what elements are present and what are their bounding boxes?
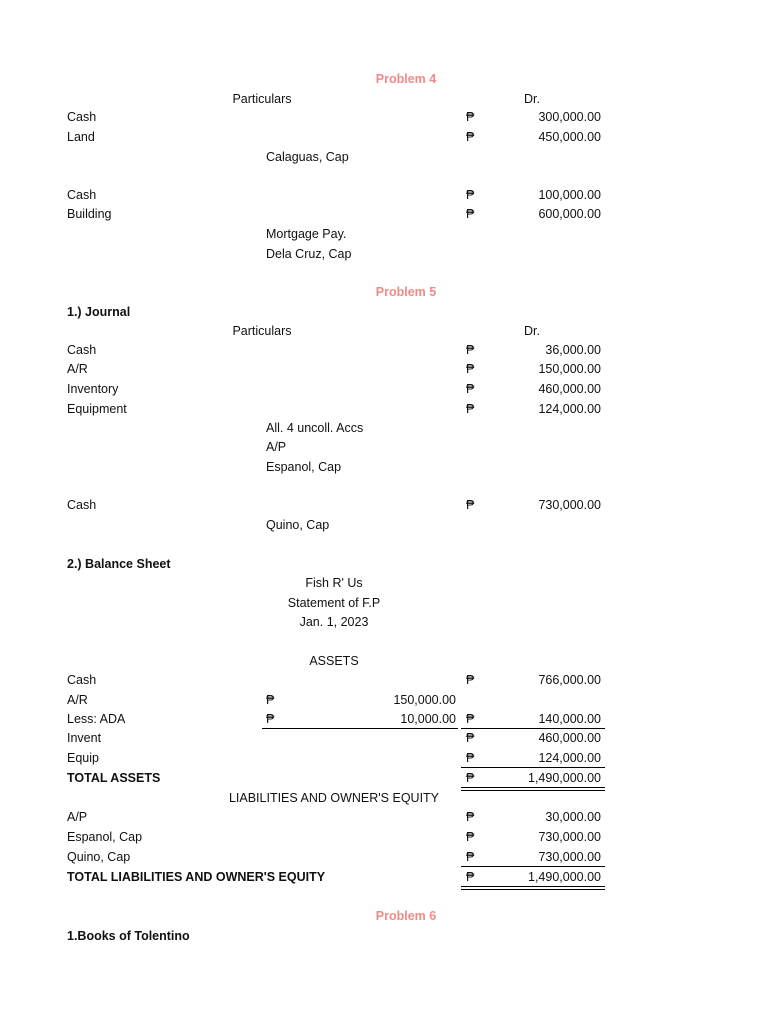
liabilities-heading: LIABILITIES AND OWNER'S EQUITY (228, 791, 440, 805)
liability-label: Espanol, Cap (67, 830, 143, 844)
total-double-underline (461, 886, 605, 890)
credit-account-label: Espanol, Cap (266, 460, 342, 474)
debit-header: Dr. (524, 92, 540, 106)
liability-amount: 730,000.00 (538, 830, 601, 844)
total-underline (461, 767, 605, 768)
problem-4-title: Problem 4 (375, 72, 437, 86)
total-double-underline (461, 787, 605, 791)
liability-amount: 730,000.00 (538, 850, 601, 864)
particulars-header: Particulars (232, 324, 292, 338)
peso-sign: ₱ (266, 712, 275, 726)
peso-sign: ₱ (466, 751, 475, 765)
subtotal-underline (262, 728, 458, 729)
asset-subamount: 150,000.00 (393, 693, 456, 707)
total-liabilities-label: TOTAL LIABILITIES AND OWNER'S EQUITY (67, 870, 326, 884)
debit-header: Dr. (524, 324, 540, 338)
peso-sign: ₱ (466, 343, 475, 357)
credit-account-label: A/P (266, 440, 287, 454)
peso-sign: ₱ (466, 207, 475, 221)
asset-amount: 124,000.00 (538, 751, 601, 765)
credit-account-label: Dela Cruz, Cap (266, 247, 352, 261)
problem-5-title: Problem 5 (375, 285, 437, 299)
debit-amount: 124,000.00 (538, 402, 601, 416)
peso-sign: ₱ (466, 110, 475, 124)
asset-label: Cash (67, 673, 97, 687)
peso-sign: ₱ (466, 402, 475, 416)
peso-sign: ₱ (466, 731, 475, 745)
asset-label: Less: ADA (67, 712, 126, 726)
peso-sign: ₱ (466, 712, 475, 726)
peso-sign: ₱ (466, 673, 475, 687)
problem-6-title: Problem 6 (375, 909, 437, 923)
peso-sign: ₱ (466, 362, 475, 376)
total-assets-label: TOTAL ASSETS (67, 771, 161, 785)
account-label: Equipment (67, 402, 127, 416)
account-label: Cash (67, 498, 97, 512)
debit-amount: 300,000.00 (538, 110, 601, 124)
statement-date: Jan. 1, 2023 (299, 615, 369, 629)
particulars-header: Particulars (232, 92, 292, 106)
asset-label: A/R (67, 693, 88, 707)
peso-sign: ₱ (466, 771, 475, 785)
liability-amount: 30,000.00 (545, 810, 601, 824)
total-underline (461, 866, 605, 867)
peso-sign: ₱ (466, 830, 475, 844)
account-label: Cash (67, 188, 97, 202)
debit-amount: 730,000.00 (538, 498, 601, 512)
peso-sign: ₱ (466, 850, 475, 864)
debit-amount: 600,000.00 (538, 207, 601, 221)
account-label: Inventory (67, 382, 119, 396)
peso-sign: ₱ (466, 130, 475, 144)
statement-title: Statement of F.P (287, 596, 381, 610)
account-label: Cash (67, 343, 97, 357)
company-name: Fish R' Us (305, 576, 363, 590)
asset-label: Invent (67, 731, 102, 745)
total-assets-amount: 1,490,000.00 (528, 771, 601, 785)
books-heading: 1.Books of Tolentino (67, 929, 190, 943)
peso-sign: ₱ (266, 693, 275, 707)
account-label: Building (67, 207, 112, 221)
asset-subamount: 10,000.00 (400, 712, 456, 726)
balance-sheet-heading: 2.) Balance Sheet (67, 557, 171, 571)
debit-amount: 100,000.00 (538, 188, 601, 202)
total-liabilities-amount: 1,490,000.00 (528, 870, 601, 884)
asset-label: Equip (67, 751, 99, 765)
assets-heading: ASSETS (309, 654, 359, 668)
peso-sign: ₱ (466, 188, 475, 202)
credit-account-label: Mortgage Pay. (266, 227, 347, 241)
debit-amount: 450,000.00 (538, 130, 601, 144)
credit-account-label: All. 4 uncoll. Accs (266, 421, 364, 435)
debit-amount: 150,000.00 (538, 362, 601, 376)
credit-account-label: Calaguas, Cap (266, 150, 349, 164)
subtotal-underline (461, 728, 605, 729)
peso-sign: ₱ (466, 810, 475, 824)
credit-account-label: Quino, Cap (266, 518, 330, 532)
asset-amount: 140,000.00 (538, 712, 601, 726)
liability-label: Quino, Cap (67, 850, 131, 864)
peso-sign: ₱ (466, 498, 475, 512)
peso-sign: ₱ (466, 382, 475, 396)
debit-amount: 36,000.00 (545, 343, 601, 357)
peso-sign: ₱ (466, 870, 475, 884)
account-label: A/R (67, 362, 88, 376)
account-label: Land (67, 130, 95, 144)
journal-heading: 1.) Journal (67, 305, 131, 319)
account-label: Cash (67, 110, 97, 124)
asset-amount: 766,000.00 (538, 673, 601, 687)
asset-amount: 460,000.00 (538, 731, 601, 745)
liability-label: A/P (67, 810, 88, 824)
debit-amount: 460,000.00 (538, 382, 601, 396)
